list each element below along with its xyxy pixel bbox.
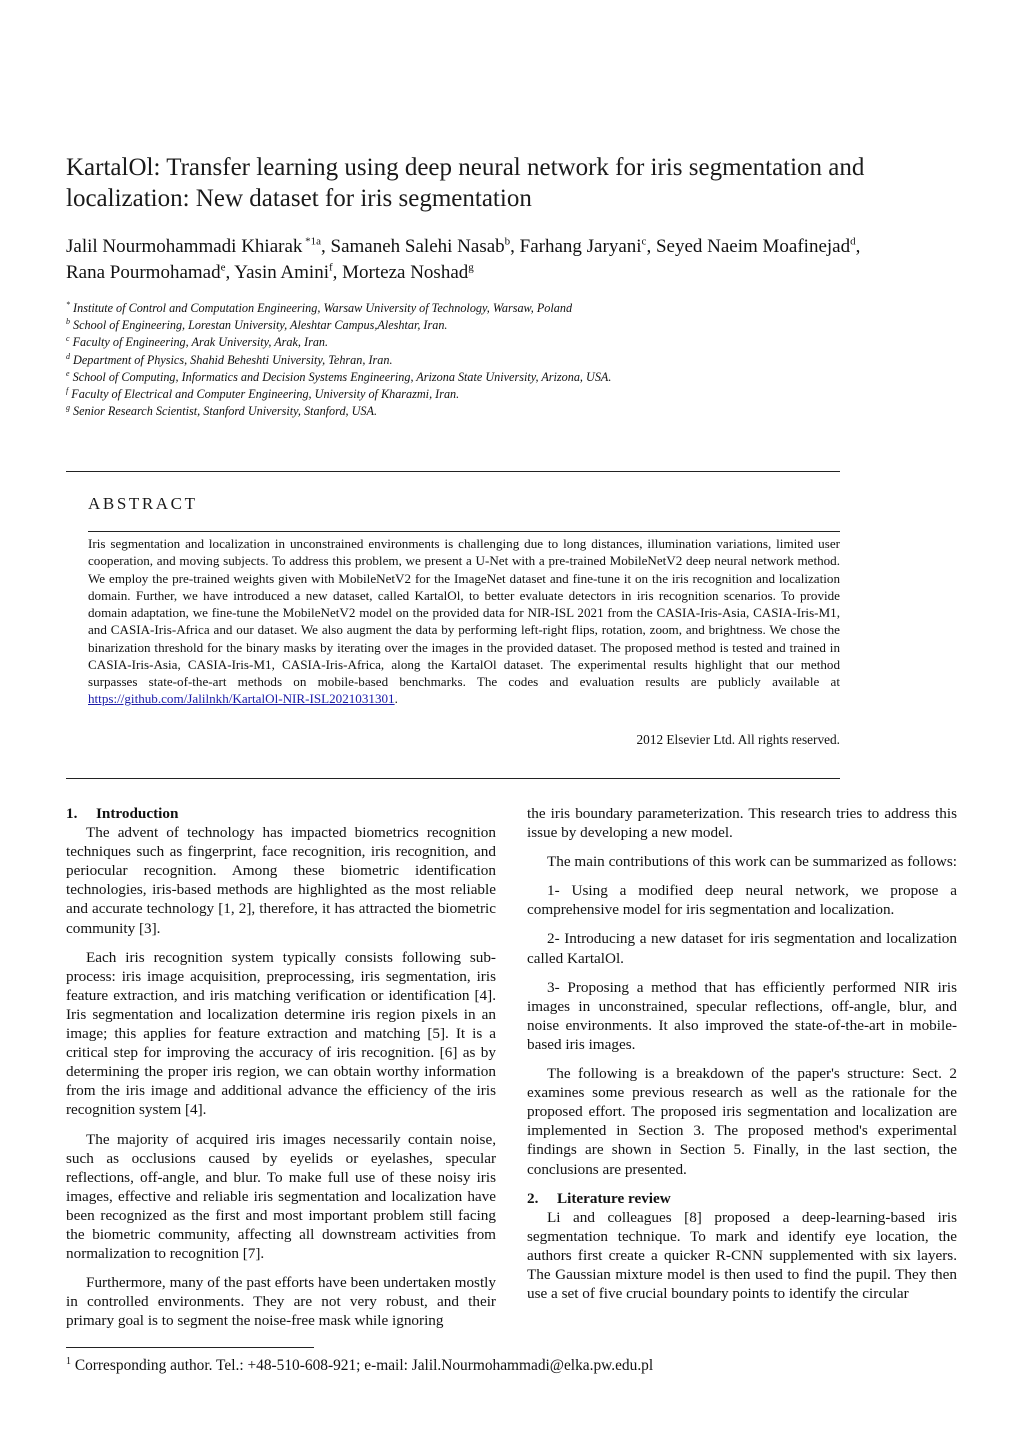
left-column (66, 804, 496, 1340)
paragraph: Li and colleagues [8] proposed a deep-learning-based iris segmentation technique. To mark and identify eye location, the authors first create a quicker R-CNN supplemented with six layers. The Gaussian mixture model is then used to find the pupil. They then use a set of five crucial boundary points to identify the circular (527, 1208, 957, 1303)
author-list: Jalil Nourmohammadi Khiarak $^{*1a}$, Samaneh Salehi Nasab$^b$, Farhang Jaryani$^c$, Seyed Naeim Moafinejad$^d$, Rana Pourmohamad$^e$, Yasin Amini$^f$, Morteza Noshad$^g$ (66, 235, 861, 283)
list-item: 2- Introducing a new dataset for iris segmentation and localization called KartalOl. (527, 930, 957, 967)
footnote: $^1$ Corresponding author. Tel.: +48-510-608-921; e-mail: Jalil.Nourmohammadi@elka.pw.edu.pl (66, 1356, 654, 1375)
abstract-body: Iris segmentation and localization in unconstrained environments is challenging due to long distances, illumination variations, limited user cooperation, and moving subjects. To address this problem, we present a U-Net with a pre-trained MobileNetV2 deep neural network method. We employ the pre-trained weights given with MobileNetV2 for the ImageNet dataset and fine-tune it on the iris recognition and localization domain. Further, we have introduced a new dataset, called KartalOl, to better evaluate detectors in iris recognition scenarios. To provide domain adaptation, we fine-tune the MobileNetV2 model on the provided data for NIR-ISL 2021 from the CASIA-Iris-Asia, CASIA-Iris-M1, and CASIA-Iris-Africa and our dataset. We also augment the data by performing left-right flips, rotation, zoom, and brightness. We chose the binarization threshold for the binary masks by iterating over the images in the provided dataset. The proposed method is tested and trained in CASIA-Iris-Asia, CASIA-Iris-M1, CASIA-Iris-Africa, along the KartalOl dataset. The experimental results highlight that our method surpasses state-of-the-art methods on mobile-based benchmarks. The codes and evaluation results are publicly available at https://github.com/Jalilnkh/KartalOl-NIR-ISL2021031301. (88, 536, 840, 707)
author-name: Seyed Naeim Moafinejad (655, 236, 851, 257)
author-mark: d (850, 235, 856, 248)
affiliation-list (66, 300, 966, 420)
paragraph: The advent of technology has impacted biometrics recognition techniques such as fingerprint, face recognition, iris recognition, and periocular recognition. Among these biometric identification technologies, iris-based methods are highlighted as the most reliable and accurate technology [1, 2], therefore, it has attracted the biometric community [3]. (66, 824, 496, 937)
author-mark: g (468, 261, 474, 274)
divider (66, 471, 840, 472)
divider (88, 531, 840, 532)
divider (66, 778, 840, 779)
copyright-notice: 2012 Elsevier Ltd. All rights reserved. (636, 732, 840, 747)
paragraph: The main contributions of this work can be summarized as follows: (547, 853, 957, 871)
contribution-list (527, 881, 957, 1054)
author-mark: f (328, 261, 333, 274)
paragraph: the iris boundary parameterization. This research tries to address this issue by developing a new model. (527, 805, 957, 842)
affiliation-item: * Institute of Control and Computation Engineering, Warsaw University of Technology, Warsaw, Poland (66, 299, 573, 315)
paragraph: Each iris recognition system typically consists following sub-process: iris image acquisition, preprocessing, iris segmentation, iris feature extraction, and iris matching verification or identification [4]. Iris segmentation and localization determine iris region pixels in an image; this applies for feature extraction and matching [5]. It is a critical step for improving the accuracy of iris recognition. [6] as by determining the proper iris region, we can obtain worthy information from the iris image and additional advance the efficiency of the iris recognition system [4]. (66, 948, 496, 1119)
list-item: 3- Proposing a method that has efficiently performed NIR iris images in unconstrained, specular reflections, off-angle, blur, and noise environments. It also improved the state-of-the-art in mobile-based iris images. (527, 978, 957, 1053)
author-name: Rana Pourmohamad (66, 262, 221, 283)
author-mark: e (220, 261, 226, 274)
author-name: Yasin Amini (234, 262, 329, 283)
author-name: Morteza Noshad (342, 262, 469, 283)
author-mark: b (504, 235, 511, 248)
author-mark: *1a (302, 235, 322, 248)
paper-title: KartalOl: Transfer learning using deep neural network for iris segmentation and localization: New dataset for iris segmentation (66, 154, 865, 212)
abstract-heading: ABSTRACT (88, 494, 198, 513)
affiliation-item: $^d$ Department of Physics, Shahid Beheshti University, Tehran, Iran. (66, 351, 393, 367)
affiliation-item: $^g$ Senior Research Scientist, Stanford University, Stanford, USA. (66, 403, 378, 419)
paragraph: Furthermore, many of the past efforts have been undertaken mostly in controlled environments. They are not very robust, and their primary goal is to segment the noise-free mask while ignoring (66, 1274, 496, 1330)
author-name: Samaneh Salehi Nasab (330, 236, 505, 257)
author-mark: c (641, 235, 647, 248)
right-column (527, 804, 957, 1313)
paragraph: The following is a breakdown of the paper's structure: Sect. 2 examines some previous research as well as the rationale for the proposed effort. The proposed iris segmentation and localization are implemented in Section 3. The proposed method's experimental findings are shown in Section 5. Finally, in the last section, the conclusions are presented. (527, 1065, 957, 1178)
author-name: Jalil Nourmohammadi Khiarak (66, 236, 303, 257)
affiliation-item: $^c$ Faculty of Engineering, Arak University, Arak, Iran. (66, 334, 329, 350)
author-name: Farhang Jaryani (519, 236, 642, 257)
abstract-text: Iris segmentation and localization in unconstrained environments is challenging due to long distances, illumination variations, limited user cooperation, and moving subjects. To address this problem, we present a U-Net with a pre-trained MobileNetV2 deep neural network method. We employ the pre-trained weights given with MobileNetV2 for the ImageNet dataset and fine-tune it on the iris recognition and localization domain. Further, we have introduced a new dataset, called KartalOl, to better evaluate detectors in iris recognition scenarios. To provide domain adaptation, we fine-tune the MobileNetV2 model on the provided data for NIR-ISL 2021 from the CASIA-Iris-Asia, CASIA-Iris-M1, and CASIA-Iris-Africa and our dataset. We also augment the data by performing left-right flips, rotation, zoom, and brightness. We chose the binarization threshold for the binary masks by iterating over the images in the provided dataset. The proposed method is tested and trained in CASIA-Iris-Asia, CASIA-Iris-M1, CASIA-Iris-Africa, along the KartalOl dataset. The experimental results highlight that our method surpasses state-of-the-art methods on mobile-based benchmarks. The codes and evaluation results are publicly available at (88, 536, 840, 689)
section-heading: 1. Introduction (66, 805, 179, 822)
affiliation-item: $^e$ School of Computing, Informatics and Decision Systems Engineering, Arizona State University, Arizona, USA. (66, 368, 612, 384)
affiliation-item: $^b$ School of Engineering, Lorestan University, Aleshtar Campus,Aleshtar, Iran. (66, 317, 448, 333)
footnote-divider (66, 1347, 314, 1348)
paragraph: The majority of acquired iris images necessarily contain noise, such as occlusions caused by eyelids or eyelashes, specular reflections, off-angle, and blur. To make full use of these noisy iris images, effective and reliable iris segmentation and localization have been recognized as the first and most important problem still facing the biometric community, affecting all downstream activities from normalization to recognition [7]. (66, 1130, 496, 1263)
list-item: 1- Using a modified deep neural network, we propose a comprehensive model for iris segmentation and localization. (527, 882, 957, 919)
code-link[interactable]: https://github.com/Jalilnkh/KartalOl-NIR-ISL2021031301 (88, 691, 395, 707)
section-heading: 2. Literature review (527, 1189, 671, 1207)
affiliation-item: $^f$ Faculty of Electrical and Computer Engineering, University of Kharazmi, Iran. (66, 385, 460, 402)
